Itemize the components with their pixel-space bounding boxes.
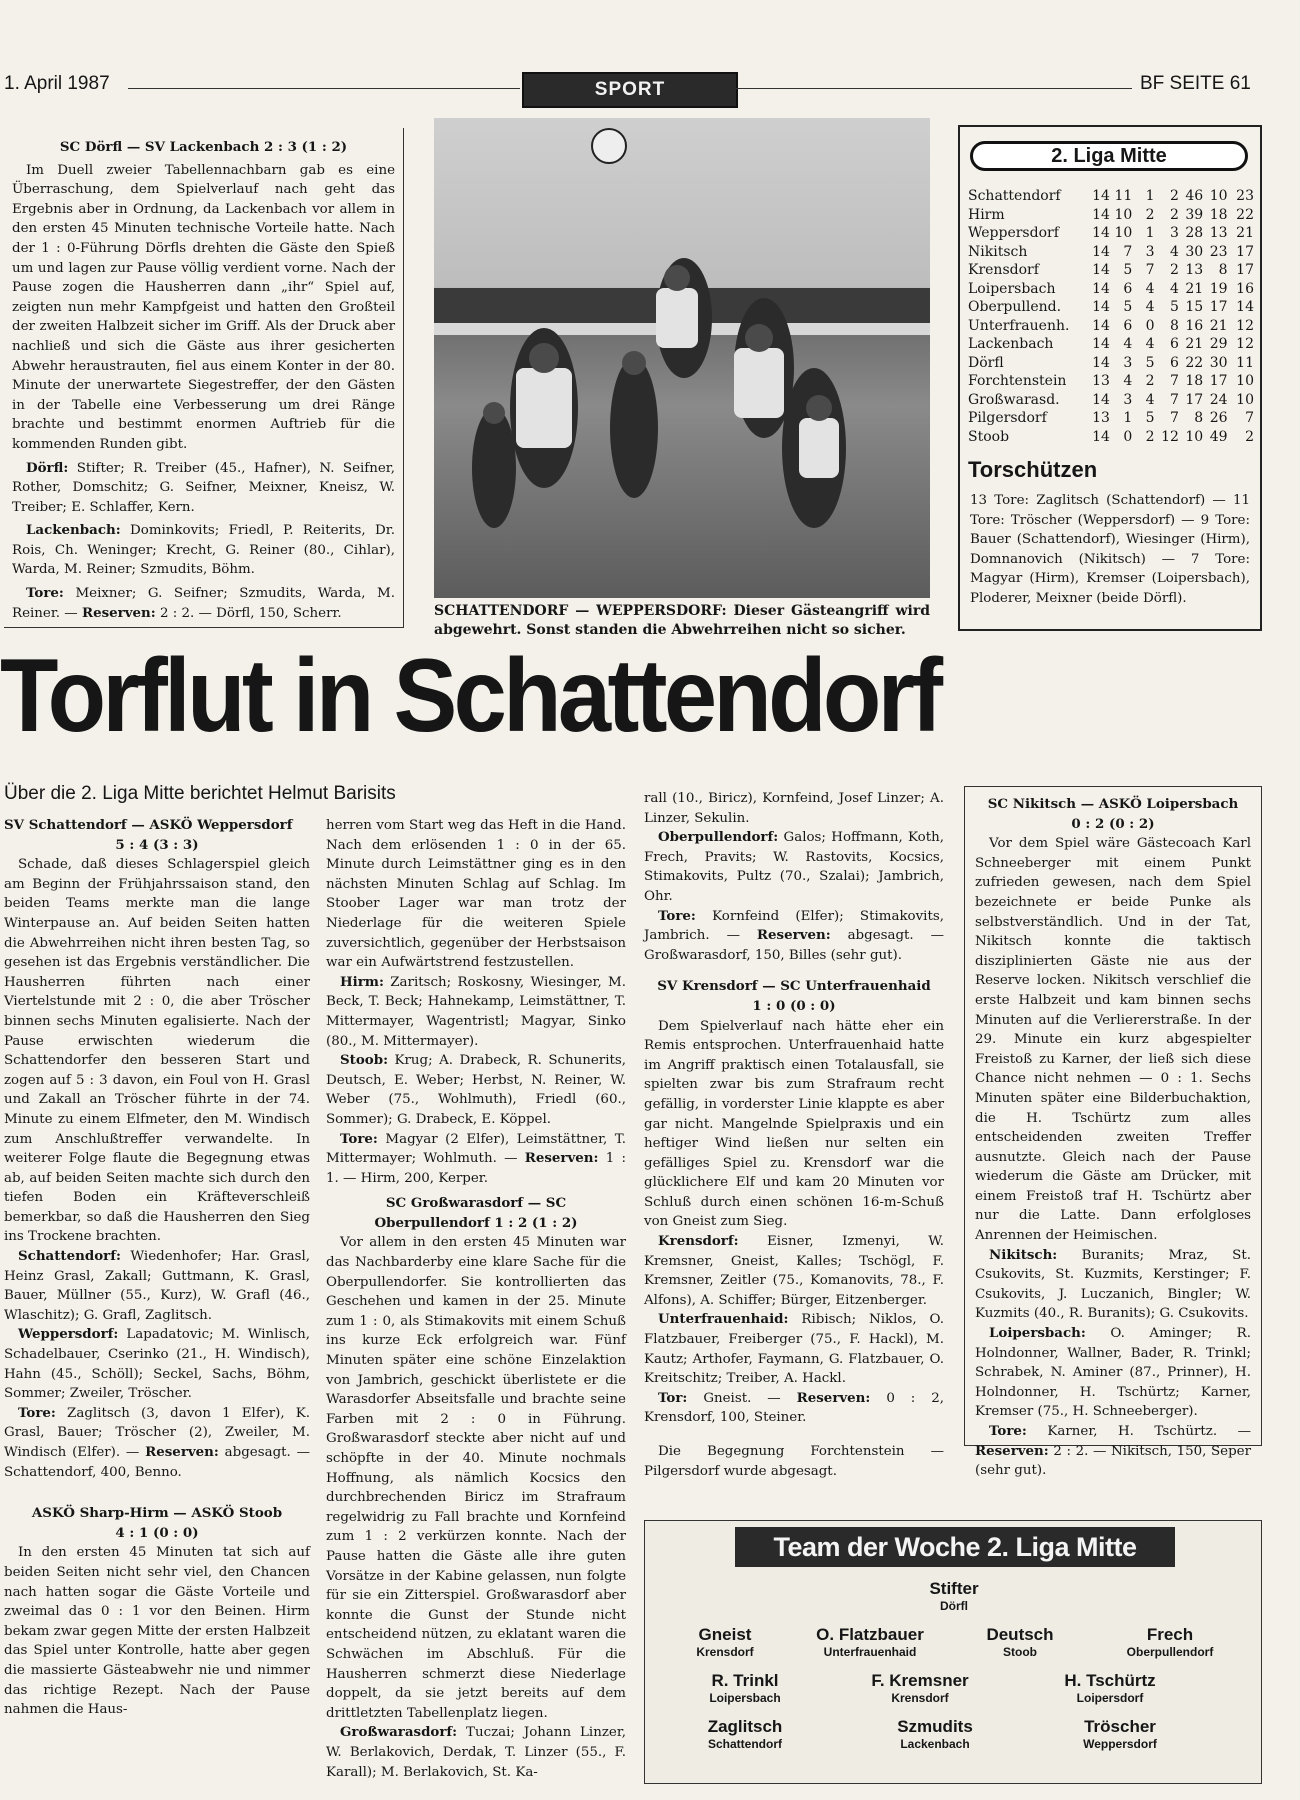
goals-line: Tore: Meixner; G. Seifner; Szmudits, Warda, M. Reiner. — Reserven: 2 : 2. — Dörfl, 150, Scherr. — [12, 585, 395, 621]
league-stat-cell: 2 — [1145, 206, 1155, 223]
league-team-name: Unterfrauenh. — [968, 317, 1070, 334]
league-table — [968, 187, 1254, 446]
match-score-krensdorf: 1 : 0 (0 : 0) — [752, 997, 836, 1014]
match-report: Im Duell zweier Tabellennachbarn gab es eine Überraschung, dem Spielverlauf nach geht das Ergebnis aber in Ordnung, da Lackenbach vor allem in den ersten 45 Minuten technische Vorteile hatte. Nach der 1 : 0-Führung Dörfls drehten die Gäste den Spieß um und lagen zur Pause völlig verdient vorne. Nach der Pause zogen die Hausherren dann „ihr“ Spiel auf, zeigten nun mehr Kampfgeist und hatten den Großteil der zweiten Halbzeit sicher im Griff. Als der Druck aber nachließ und sich die Gäste aus ihrer gesicherten Abwehr heraustrauten, fiel aus einem Konter in der 80. Minute der unerwartete Siegestreffer, der den Gästen in der Tabelle eine Verbesserung um drei Ränge brachte und bestimmt enormen Auftrieb für die kommenden Runden gibt. — [12, 162, 395, 452]
report-krensdorf: Dem Spielverlauf nach hätte eher ein Remis entsprochen. Unterfrauenhaid hatte im Angriff praktisch einen Totalausfall, sie spielten zwar bis zum Strafraum recht gefällig, in vorderster Linie klappte es aber gar nicht. Mangelnde Spielpraxis und ein heftiger Wind ließen nur selten ein gefälliges Spiel zu. Krensdorf war die glücklichere Elf und kam 20 Minuten vor Schluß durch einen schönen 16-m-Schuß von Gneist zum Sieg. — [644, 1018, 944, 1230]
scorers-text: 13 Tore: Zaglitsch (Schattendorf) — 11 Tore: Tröscher (Weppersdorf) — 9 Tore: Bauer (Schattendorf), Wiesinger (Hirm), Domnanovich (Nikitsch) — 7 Tore: Magyar (Hirm), Kremser (Loipersbach), Ploderer, Meixner (beide Dörfl). — [970, 493, 1250, 606]
league-stat-cell: 10 — [1114, 225, 1133, 241]
headline: Torflut in Schattendorf — [0, 638, 940, 754]
league-row — [968, 354, 1254, 373]
lineup-lackenbach: Lackenbach: Dominkovits; Friedl, P. Reiterits, Dr. Rois, Ch. Weninger; Krecht, G. Reiner (80., Cihlar), Warda, M. Reiner; Szmudits, Böhm. — [12, 522, 395, 578]
league-stat-cell: 23 — [1209, 243, 1228, 260]
goals-hirm: Tore: Magyar (2 Elfer), Leimstättner, T. Mittermayer; Wohlmuth. — Reserven: 1 : 1. — Hirm, 200, Kerper. — [326, 1130, 627, 1186]
league-stat-cell: 10 — [1209, 188, 1228, 204]
report-hirm: In den ersten 45 Minuten tat sich auf beiden Seiten nicht sehr viel, den Chancen nach hatten sogar die Gäste Vorteile und zweimal das 0 : 1 vor den Beinen. Hirm bekam zwar gegen Mitte der ersten Halbzeit das Spiel unter Kontrolle, hatte aber gegen die massierte Gästeabwehr nie und nimmer das richtige Rezept. Nach der Pause nahmen die Haus- — [4, 1545, 310, 1718]
match-title: SC Dörfl — SV Lackenbach 2 : 3 (1 : 2) — [59, 139, 348, 155]
match-score-schattendorf: 5 : 4 (3 : 3) — [115, 836, 199, 853]
scorers-title: Torschützen — [968, 457, 1098, 482]
page-number: BF SEITE 61 — [1140, 73, 1251, 94]
league-row — [968, 391, 1254, 410]
league-stat-cell: 7 — [1123, 243, 1133, 260]
match-title-schattendorf: SV Schattendorf — ASKÖ Weppersdorf — [4, 817, 293, 833]
league-stat-cell: 5 — [1145, 410, 1155, 426]
league-stat-cell: 7 — [1245, 410, 1254, 426]
lineup-schattendorf: Schattendorf: Wiedenhofer; Har. Grasl, Heinz Grasl, Zakall; Guttmann, K. Grasl, Bauer, Müllner (55., Kurz), W. Grafl (46., Wlaschitz); G. Grafl, Zaglitsch. — [4, 1248, 310, 1323]
league-stat-cell: 16 — [1185, 317, 1204, 334]
team-title: Team der Woche 2. Liga Mitte — [773, 1532, 1137, 1562]
column-c — [644, 789, 944, 1481]
league-stat-cell: 7 — [1169, 391, 1179, 408]
team-player: Szmudits Lackenbach — [897, 1717, 973, 1751]
league-team-name: Oberpullend. — [968, 299, 1062, 315]
league-stat-cell: 3 — [1123, 391, 1133, 408]
league-stat-cell: 4 — [1123, 336, 1133, 352]
league-stat-cell: 30 — [1185, 243, 1204, 260]
league-stat-cell: 30 — [1209, 354, 1228, 371]
report-nikitsch: Vor dem Spiel wäre Gästecoach Karl Schneeberger mit einem Punkt zufrieden gewesen, nach dem Spiel bezeichnete er beide Punke als selbstverständlich. Und in der Tat, Nikitsch konnte die taktisch disziplinierten Gäste nie aus der Reserve locken. Nikitsch verschlief die erste Halbzeit und kam binnen sechs Minuten auf die Verliererstraße. In der 29. Minute ein kurz abgespielter Freistoß zu Karner, der ließ sich diese Chance nicht nehmen — 0 : 1. Sechs Minuten später eine Bilderbuchaktion, die H. Tschürtz zum alles entscheidenden zweiten Treffer ausnutzte. Gleich nach der Pause wiederum die Gäste am Drücker, mit einem Freistoß traf H. Tschürtz aber nur die Latte. Dann erfolgloses Anrennen der Heimischen. — [975, 836, 1251, 1244]
league-stat-cell: 1 — [1145, 188, 1155, 204]
lineup-unterfrauenhaid: Unterfrauenhaid: Ribisch; Niklos, O. Flatzbauer, Freiberger (75., F. Hackl), M. Kautz; Arthofer, Faymann, G. Flatzbauer, O. Kreitschitz; Treiber, A. Hackl. — [644, 1311, 944, 1387]
league-stat-cell: 1 — [1123, 410, 1133, 426]
league-stat-cell: 14 — [1092, 243, 1110, 260]
league-stat-cell: 13 — [1092, 373, 1110, 389]
match-title-nikitsch: SC Nikitsch — ASKÖ Loipersbach — [987, 796, 1239, 812]
league-row — [968, 224, 1254, 243]
team-player: Tröscher Weppersdorf — [1083, 1717, 1157, 1751]
league-stat-cell: 2 — [1169, 262, 1179, 278]
league-stat-cell: 5 — [1123, 262, 1133, 278]
league-stat-cell: 24 — [1209, 391, 1228, 408]
lineup-stoob: Stoob: Krug; A. Drabeck, R. Schunerits, Deutsch, E. Weber; Herbst, N. Reiner, W. Weber (75., Wohlmuth), Friedl (60., Sommer); G. Drabeck, E. Köppel. — [326, 1052, 626, 1127]
league-stat-cell: 6 — [1169, 336, 1179, 352]
league-stat-cell: 2 — [1169, 206, 1179, 223]
league-stat-cell: 12 — [1161, 428, 1179, 445]
league-stat-cell: 18 — [1209, 206, 1228, 223]
league-stat-cell: 14 — [1092, 317, 1110, 334]
report-grosswarasdorf: Vor allem in den ersten 45 Minuten war das Nachbarderby eine klare Sache für die Oberpullendorfer. Sie kontrollierten das Geschehen und kamen in der 25. Minute zum 1 : 0, als Stimakovits mit einem Schuß ins kurze Eck erfolgreich war. Fünf Minuten später eine schöne Einzelaktion von Jambrich, geschickt überlistete er die Warasdorfer Abseitsfalle und brachte seine Farben mit 2 : 0 in Führung. Großwarasdorf steckte aber nicht auf und schöpfte in der 40. Minute nochmals Hoffnung, als nämlich Kocsics den durchbrechenden Biricz im Strafraum regelwidrig zu Fall brachte und Kornfeind zum 1 : 2 verkürzen konnte. Nach der Pause hatten die Gäste alle ihre guten Vorsätze in der Kabine gelassen, nun folgte für sie ein Zitterspiel. Großwarasdorf aber konnte die Gunst der Stunde nicht entscheidend nützen, zu eklatant waren die Schwächen im Abschluß. Für die Hausherren schmerzt diese Niederlage doppelt, da sie jetzt bereits auf dem drittletzten Tabellenplatz liegen. — [326, 1235, 626, 1721]
report-hirm-cont: herren vom Start weg das Heft in die Hand. Nach dem erlösenden 1 : 0 in der 65. Minute durch Leimstättner ging es in den nächsten Minuten Schlag auf Schlag. Im Stoober Lager war man trotz der Niederlage für die weiteren Spiele zuversichtlich, gegenüber der Herbstsaison war ein Aufwärtstrend festzustellen. — [326, 818, 626, 971]
photo-caption: SCHATTENDORF — WEPPERSDORF: Dieser Gästeangriff wird abgewehrt. Sonst standen die Abwehrreihen nicht so sicher. — [434, 603, 930, 638]
league-stat-cell: 17 — [1209, 299, 1228, 315]
league-stat-cell: 21 — [1185, 336, 1204, 352]
league-stat-cell: 5 — [1123, 299, 1133, 315]
league-stat-cell: 2 — [1145, 373, 1155, 389]
league-row — [968, 187, 1254, 206]
league-stat-cell: 21 — [1185, 280, 1204, 297]
league-stat-cell: 10 — [1236, 373, 1254, 389]
league-stat-cell: 13 — [1092, 410, 1110, 426]
league-stat-cell: 22 — [1185, 354, 1204, 371]
league-stat-cell: 2 — [1245, 428, 1254, 445]
league-stat-cell: 5 — [1145, 354, 1155, 371]
league-row — [968, 298, 1254, 317]
goals-nikitsch: Tore: Karner, H. Tschürtz. — Reserven: 2 : 2. — Nikitsch, 150, Seper (sehr gut). — [975, 1423, 1251, 1479]
league-stat-cell: 12 — [1236, 317, 1254, 334]
section-label — [522, 72, 738, 108]
lineup-loipersbach: Loipersbach: O. Aminger; R. Holndonner, Wallner, Bader, R. Trinkl; Schrabek, N. Aminer (87., Prinner), H. Holndonner, H. Tschürtz; Karner, Kremser (75., H. Schneeberger). — [975, 1325, 1251, 1420]
league-stat-cell: 0 — [1145, 317, 1155, 334]
league-box — [958, 125, 1262, 631]
match-photo — [434, 118, 930, 598]
team-player: Zaglitsch Schattendorf — [707, 1717, 783, 1751]
league-stat-cell: 14 — [1092, 188, 1110, 204]
ball-icon — [592, 129, 626, 163]
league-stat-cell: 14 — [1092, 354, 1110, 371]
match-title-hirm: ASKÖ Sharp-Hirm — ASKÖ Stoob — [31, 1505, 283, 1522]
league-stat-cell: 13 — [1209, 225, 1228, 241]
league-row — [968, 428, 1254, 447]
league-stat-cell: 29 — [1209, 336, 1228, 352]
league-row — [968, 372, 1254, 391]
league-stat-cell: 22 — [1236, 206, 1254, 223]
league-stat-cell: 28 — [1185, 225, 1204, 241]
league-stat-cell: 10 — [1236, 391, 1254, 408]
league-stat-cell: 14 — [1092, 280, 1110, 297]
league-team-name: Lackenbach — [968, 336, 1054, 352]
league-stat-cell: 4 — [1145, 280, 1155, 297]
league-stat-cell: 10 — [1185, 428, 1204, 445]
league-row — [968, 206, 1254, 225]
league-stat-cell: 4 — [1145, 391, 1155, 408]
match-box-doerfl — [4, 128, 404, 628]
league-stat-cell: 15 — [1185, 299, 1204, 315]
league-stat-cell: 2 — [1169, 188, 1179, 204]
league-stat-cell: 14 — [1092, 206, 1110, 223]
match-title-grosswarasdorf: SC Großwarasdorf — SC Oberpullendorf 1 : 2 (1 : 2) — [374, 1195, 578, 1231]
team-of-week — [644, 1520, 1262, 1784]
league-stat-cell: 39 — [1185, 206, 1204, 223]
lineup-oberpullendorf: Oberpullendorf: Galos; Hoffmann, Koth, Frech, Pravits; W. Rastovits, Kocsics, Stimakovits, Pultz (70., Szalai); Jambrich, Ohr. — [644, 829, 945, 904]
league-stat-cell: 4 — [1145, 336, 1155, 352]
league-stat-cell: 17 — [1236, 262, 1254, 278]
team-player: H. Tschürtz Loipersdorf — [1064, 1671, 1156, 1705]
header-rule-right — [736, 88, 1132, 89]
league-title-frame — [970, 141, 1248, 171]
league-row — [968, 261, 1254, 280]
league-row — [968, 335, 1254, 354]
league-stat-cell: 6 — [1169, 354, 1179, 371]
lineup-grosswarasdorf-cont: rall (10., Biricz), Kornfeind, Josef Linzer; A. Linzer, Sekulin. — [644, 791, 944, 826]
league-stat-cell: 11 — [1114, 188, 1133, 204]
lineup-doerfl: Dörfl: Stifter; R. Treiber (45., Hafner), N. Seifner, Rother, Domschitz; G. Seifner, Meixner, Kneisz, W. Treiber; E. Schlaffer, Kern. — [12, 459, 395, 515]
league-stat-cell: 14 — [1092, 299, 1110, 315]
lineup-krensdorf: Krensdorf: Eisner, Izmenyi, W. Kremsner, Gneist, Kalles; Tschögl, F. Kremsner, Zeitler (75., Komanovits, 78., F. Alfons), A. Schiffer; Bürger, Eitzenberger. — [644, 1233, 944, 1308]
league-stat-cell: 8 — [1218, 262, 1228, 278]
league-stat-cell: 14 — [1092, 391, 1110, 408]
league-stat-cell: 2 — [1145, 428, 1155, 445]
column-b — [326, 816, 626, 1782]
league-stat-cell: 4 — [1123, 373, 1133, 389]
league-team-name: Dörfl — [968, 354, 1004, 371]
league-team-name: Pilgersdorf — [968, 410, 1047, 426]
league-team-name: Stoob — [968, 428, 1010, 445]
lineup-grosswarasdorf: Großwarasdorf: Tuczai; Johann Linzer, W. Berlakovich, Derdak, T. Linzer (55., F. Karall); M. Berlakovich, St. Ka- — [326, 1724, 626, 1780]
match-title-krensdorf: SV Krensdorf — SC Unterfrauenhaid — [657, 978, 931, 995]
league-stat-cell: 3 — [1145, 243, 1155, 260]
team-player: Stifter Dörfl — [929, 1579, 979, 1613]
league-stat-cell: 3 — [1123, 354, 1133, 371]
league-stat-cell: 6 — [1123, 317, 1133, 334]
league-stat-cell: 16 — [1236, 280, 1254, 297]
league-stat-cell: 4 — [1145, 299, 1155, 315]
team-player: Deutsch Stoob — [986, 1625, 1054, 1659]
league-stat-cell: 8 — [1169, 317, 1179, 334]
team-title-bar — [735, 1527, 1175, 1567]
league-stat-cell: 18 — [1185, 373, 1204, 389]
league-stat-cell: 13 — [1185, 262, 1204, 278]
issue-date: 1. April 1987 — [4, 73, 110, 94]
match-score-hirm: 4 : 1 (0 : 0) — [115, 1524, 199, 1541]
league-stat-cell: 12 — [1236, 336, 1254, 352]
league-team-name: Forchtenstein — [968, 373, 1067, 389]
league-stat-cell: 21 — [1236, 225, 1254, 241]
league-team-name: Großwarasd. — [968, 391, 1060, 408]
column-d — [964, 786, 1262, 1479]
league-stat-cell: 14 — [1092, 262, 1110, 278]
league-team-name: Krensdorf — [968, 262, 1039, 278]
league-stat-cell: 11 — [1236, 354, 1254, 371]
league-stat-cell: 21 — [1209, 317, 1228, 334]
league-stat-cell: 4 — [1169, 280, 1179, 297]
league-team-name: Hirm — [968, 206, 1005, 223]
lineup-weppersdorf: Weppersdorf: Lapadatovic; M. Winlisch, Schadelbauer, Cserinko (21., H. Windisch), Hahn (45., Schöll); Seckel, Sachs, Böhm, Sommer; Zweiler, Tröscher. — [4, 1326, 310, 1402]
team-player: Frech Oberpullendorf — [1126, 1625, 1214, 1659]
league-stat-cell: 7 — [1145, 262, 1155, 278]
goals-krensdorf: Tor: Gneist. — Reserven: 0 : 2, Krensdorf, 100, Steiner. — [644, 1389, 944, 1426]
byline: Über die 2. Liga Mitte berichtet Helmut Barisits — [4, 783, 396, 804]
league-stat-cell: 4 — [1169, 243, 1179, 260]
league-row — [968, 409, 1254, 428]
league-stat-cell: 17 — [1236, 243, 1254, 260]
league-stat-cell: 6 — [1123, 280, 1133, 297]
league-row — [968, 280, 1254, 299]
league-stat-cell: 23 — [1236, 188, 1254, 204]
league-stat-cell: 1 — [1145, 225, 1155, 241]
league-stat-cell: 19 — [1209, 280, 1228, 297]
team-player: O. Flatzbauer Unterfrauenhaid — [816, 1625, 924, 1659]
league-row — [968, 317, 1254, 336]
league-stat-cell: 7 — [1169, 373, 1179, 389]
team-player: Gneist Krensdorf — [696, 1625, 754, 1659]
league-row — [968, 243, 1254, 262]
league-stat-cell: 10 — [1114, 206, 1133, 223]
league-stat-cell: 5 — [1169, 299, 1179, 315]
photo-illustration — [434, 118, 930, 598]
league-stat-cell: 46 — [1185, 188, 1204, 204]
league-stat-cell: 14 — [1092, 428, 1110, 445]
league-stat-cell: 0 — [1123, 428, 1133, 445]
league-stat-cell: 17 — [1209, 373, 1228, 389]
league-team-name: Weppersdorf — [968, 225, 1059, 241]
league-stat-cell: 14 — [1092, 225, 1110, 241]
league-stat-cell: 49 — [1209, 428, 1228, 445]
league-stat-cell: 3 — [1169, 225, 1179, 241]
league-stat-cell: 17 — [1185, 391, 1204, 408]
league-stat-cell: 8 — [1194, 410, 1204, 426]
league-stat-cell: 26 — [1209, 410, 1228, 426]
lineup-nikitsch: Nikitsch: Buranits; Mraz, St. Csukovits, St. Kuzmits, Kerstinger; F. Csukovits, J. Luczanich, Bingler; W. Kuzmits (40., R. Buranits); G. Csukovits. — [975, 1246, 1251, 1322]
league-team-name: Nikitsch — [968, 243, 1028, 260]
league-stat-cell: 7 — [1169, 410, 1179, 426]
goals-schattendorf: Tore: Zaglitsch (3, davon 1 Elfer), K. Grasl, Bauer; Tröscher (2), Zweiler, M. Windisch (Elfer). — Reserven: abgesagt. — Schattendorf, 400, Benno. — [4, 1404, 310, 1480]
report-schattendorf: Schade, daß dieses Schlagerspiel gleich am Beginn der Frühjahrssaison stand, den beiden Teams merkte man die lange Winterpause an. Auf beiden Seiten hatten die Abwehrreihen nicht ihren besten Tag, so gesehen ist das Ergebnis verständlicher. Die Hausherren führten nach einer Viertelstunde mit 2 : 0, die aber Tröscher binnen sechs Minuten egalisierte. Nach der Pause erwischten wiederum die Schattendorfer den besseren Start und zogen auf 5 : 3 davon, ein Foul von H. Grasl und Zakall an Tröscher führte in der 74. Minute zu einem Elfmeter, den M. Windisch zum Anschlußtreffer verwandelte. In weiterer Folge flaute die Begegnung etwas ab, auf beiden Seiten machte sich durch den tiefen Boden ein Kräfteverschleiß bemerkbar, so daß die Hausherren den Sieg ins Trockene brachten. — [4, 857, 310, 1245]
team-player: F. Kremsner Krensdorf — [871, 1671, 969, 1705]
section-title: SPORT — [594, 79, 666, 100]
column-a — [4, 816, 310, 1720]
match-score-nikitsch: 0 : 2 (0 : 2) — [1071, 815, 1155, 832]
goals-grosswarasdorf: Tore: Kornfeind (Elfer); Stimakovits, Jambrich. — Reserven: abgesagt. — Großwarasdorf, 150, Billes (sehr gut). — [644, 907, 944, 963]
league-title: 2. Liga Mitte — [1051, 145, 1167, 167]
league-team-name: Schattendorf — [968, 188, 1061, 204]
lineup-hirm: Hirm: Zaritsch; Roskosny, Wiesinger, M. Beck, T. Beck; Hahnekamp, Leimstättner, T. Mittermayer, Wagentristl; Magyar, Sinko (80., M. Mittermayer). — [326, 973, 626, 1049]
league-stat-cell: 14 — [1236, 299, 1254, 315]
league-team-name: Loipersbach — [968, 280, 1056, 297]
header-rule-left — [128, 88, 520, 89]
league-stat-cell: 14 — [1092, 336, 1110, 352]
cancelled-note: Die Begegnung Forchtenstein — Pilgersdorf wurde abgesagt. — [644, 1444, 944, 1479]
team-player: R. Trinkl Loipersbach — [709, 1671, 781, 1705]
